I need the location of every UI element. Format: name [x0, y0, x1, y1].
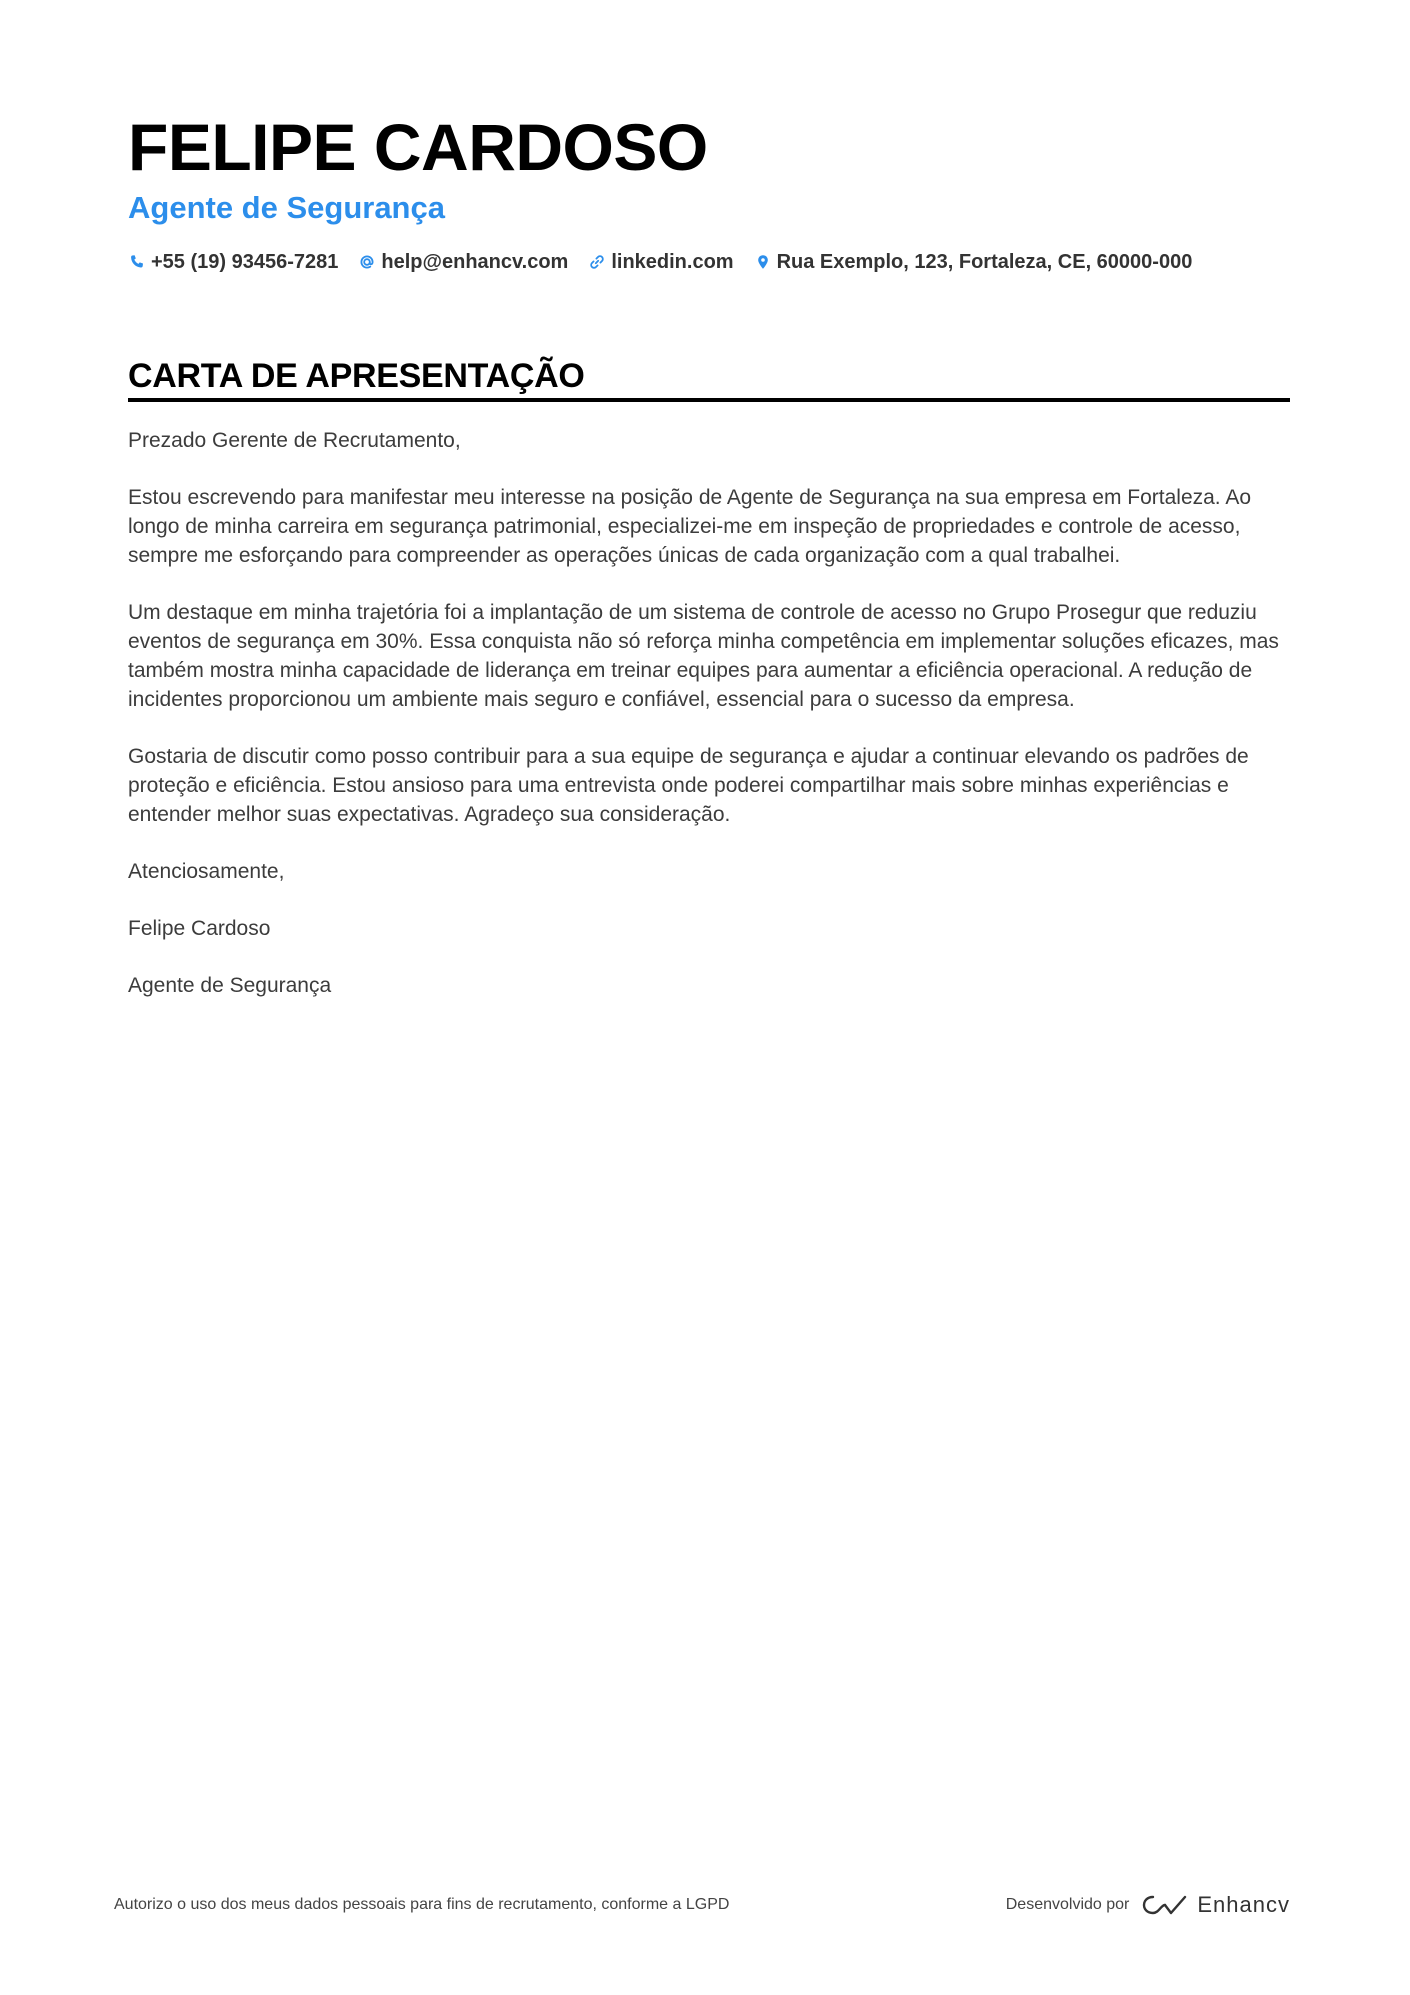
contact-phone[interactable] — [128, 248, 338, 276]
at-icon — [358, 253, 376, 271]
location-pin-icon — [754, 253, 772, 271]
signature-name: Felipe Cardoso — [128, 917, 271, 940]
letter-body — [128, 426, 1290, 1000]
letter-closing: Atenciosamente, — [128, 860, 285, 883]
address-text: Rua Exemplo, 123, Fortaleza, CE, 60000-000 — [776, 251, 1193, 273]
letter-paragraph: Gostaria de discutir como posso contribuir para a sua equipe de segurança e ajudar a continuar elevando os padrões de proteção e eficiência. Estou ansioso para uma entrevista onde poderei compartilhar mais sobre minhas experiências e entender melhor suas expectativas. Agradeço sua consideração. — [128, 745, 1249, 826]
powered-by[interactable] — [1006, 1892, 1290, 1918]
phone-icon — [128, 253, 146, 271]
letter-paragraph: Um destaque em minha trajetória foi a implantação de um sistema de controle de acesso no Grupo Prosegur que reduziu eventos de segurança em 30%. Essa conquista não só reforça minha competência em implementar soluções eficazes, mas também mostra minha capacidade de liderança em treinar equipes para aumentar a eficiência operacional. A redução de incidentes proporcionou um ambiente mais seguro e confiável, essencial para o sucesso da empresa. — [128, 601, 1279, 711]
letter-paragraph: Estou escrevendo para manifestar meu interesse na posição de Agente de Segurança na sua empresa em Fortaleza. Ao longo de minha carreira em segurança patrimonial, especializei-me em inspeção de propriedades e controle de acesso, sempre me esforçando para compreender as operações únicas de cada organização com a qual trabalhei. — [128, 486, 1252, 567]
linkedin-text: linkedin.com — [611, 251, 734, 273]
cover-letter-page — [128, 110, 1290, 1028]
brand-name: Enhancv — [1197, 1892, 1290, 1917]
section-title: CARTA DE APRESENTAÇÃO — [128, 356, 1290, 402]
contact-bar — [128, 248, 1290, 276]
candidate-name: FELIPE CARDOSO — [128, 110, 708, 184]
page-footer — [114, 1890, 1290, 1920]
email-text: help@enhancv.com — [381, 251, 569, 273]
contact-address — [754, 248, 1193, 276]
contact-linkedin[interactable] — [588, 248, 733, 276]
link-icon — [588, 253, 606, 271]
contact-email[interactable] — [358, 248, 568, 276]
phone-text: +55 (19) 93456-7281 — [151, 251, 339, 273]
enhancv-logo-icon — [1141, 1892, 1189, 1918]
letter-greeting: Prezado Gerente de Recrutamento, — [128, 429, 461, 452]
consent-text: Autorizo o uso dos meus dados pessoais para fins de recrutamento, conforme a LGPD — [114, 1896, 730, 1913]
powered-by-label: Desenvolvido por — [1005, 1896, 1130, 1913]
signature-title: Agente de Segurança — [128, 974, 332, 997]
job-title: Agente de Segurança — [128, 190, 445, 225]
